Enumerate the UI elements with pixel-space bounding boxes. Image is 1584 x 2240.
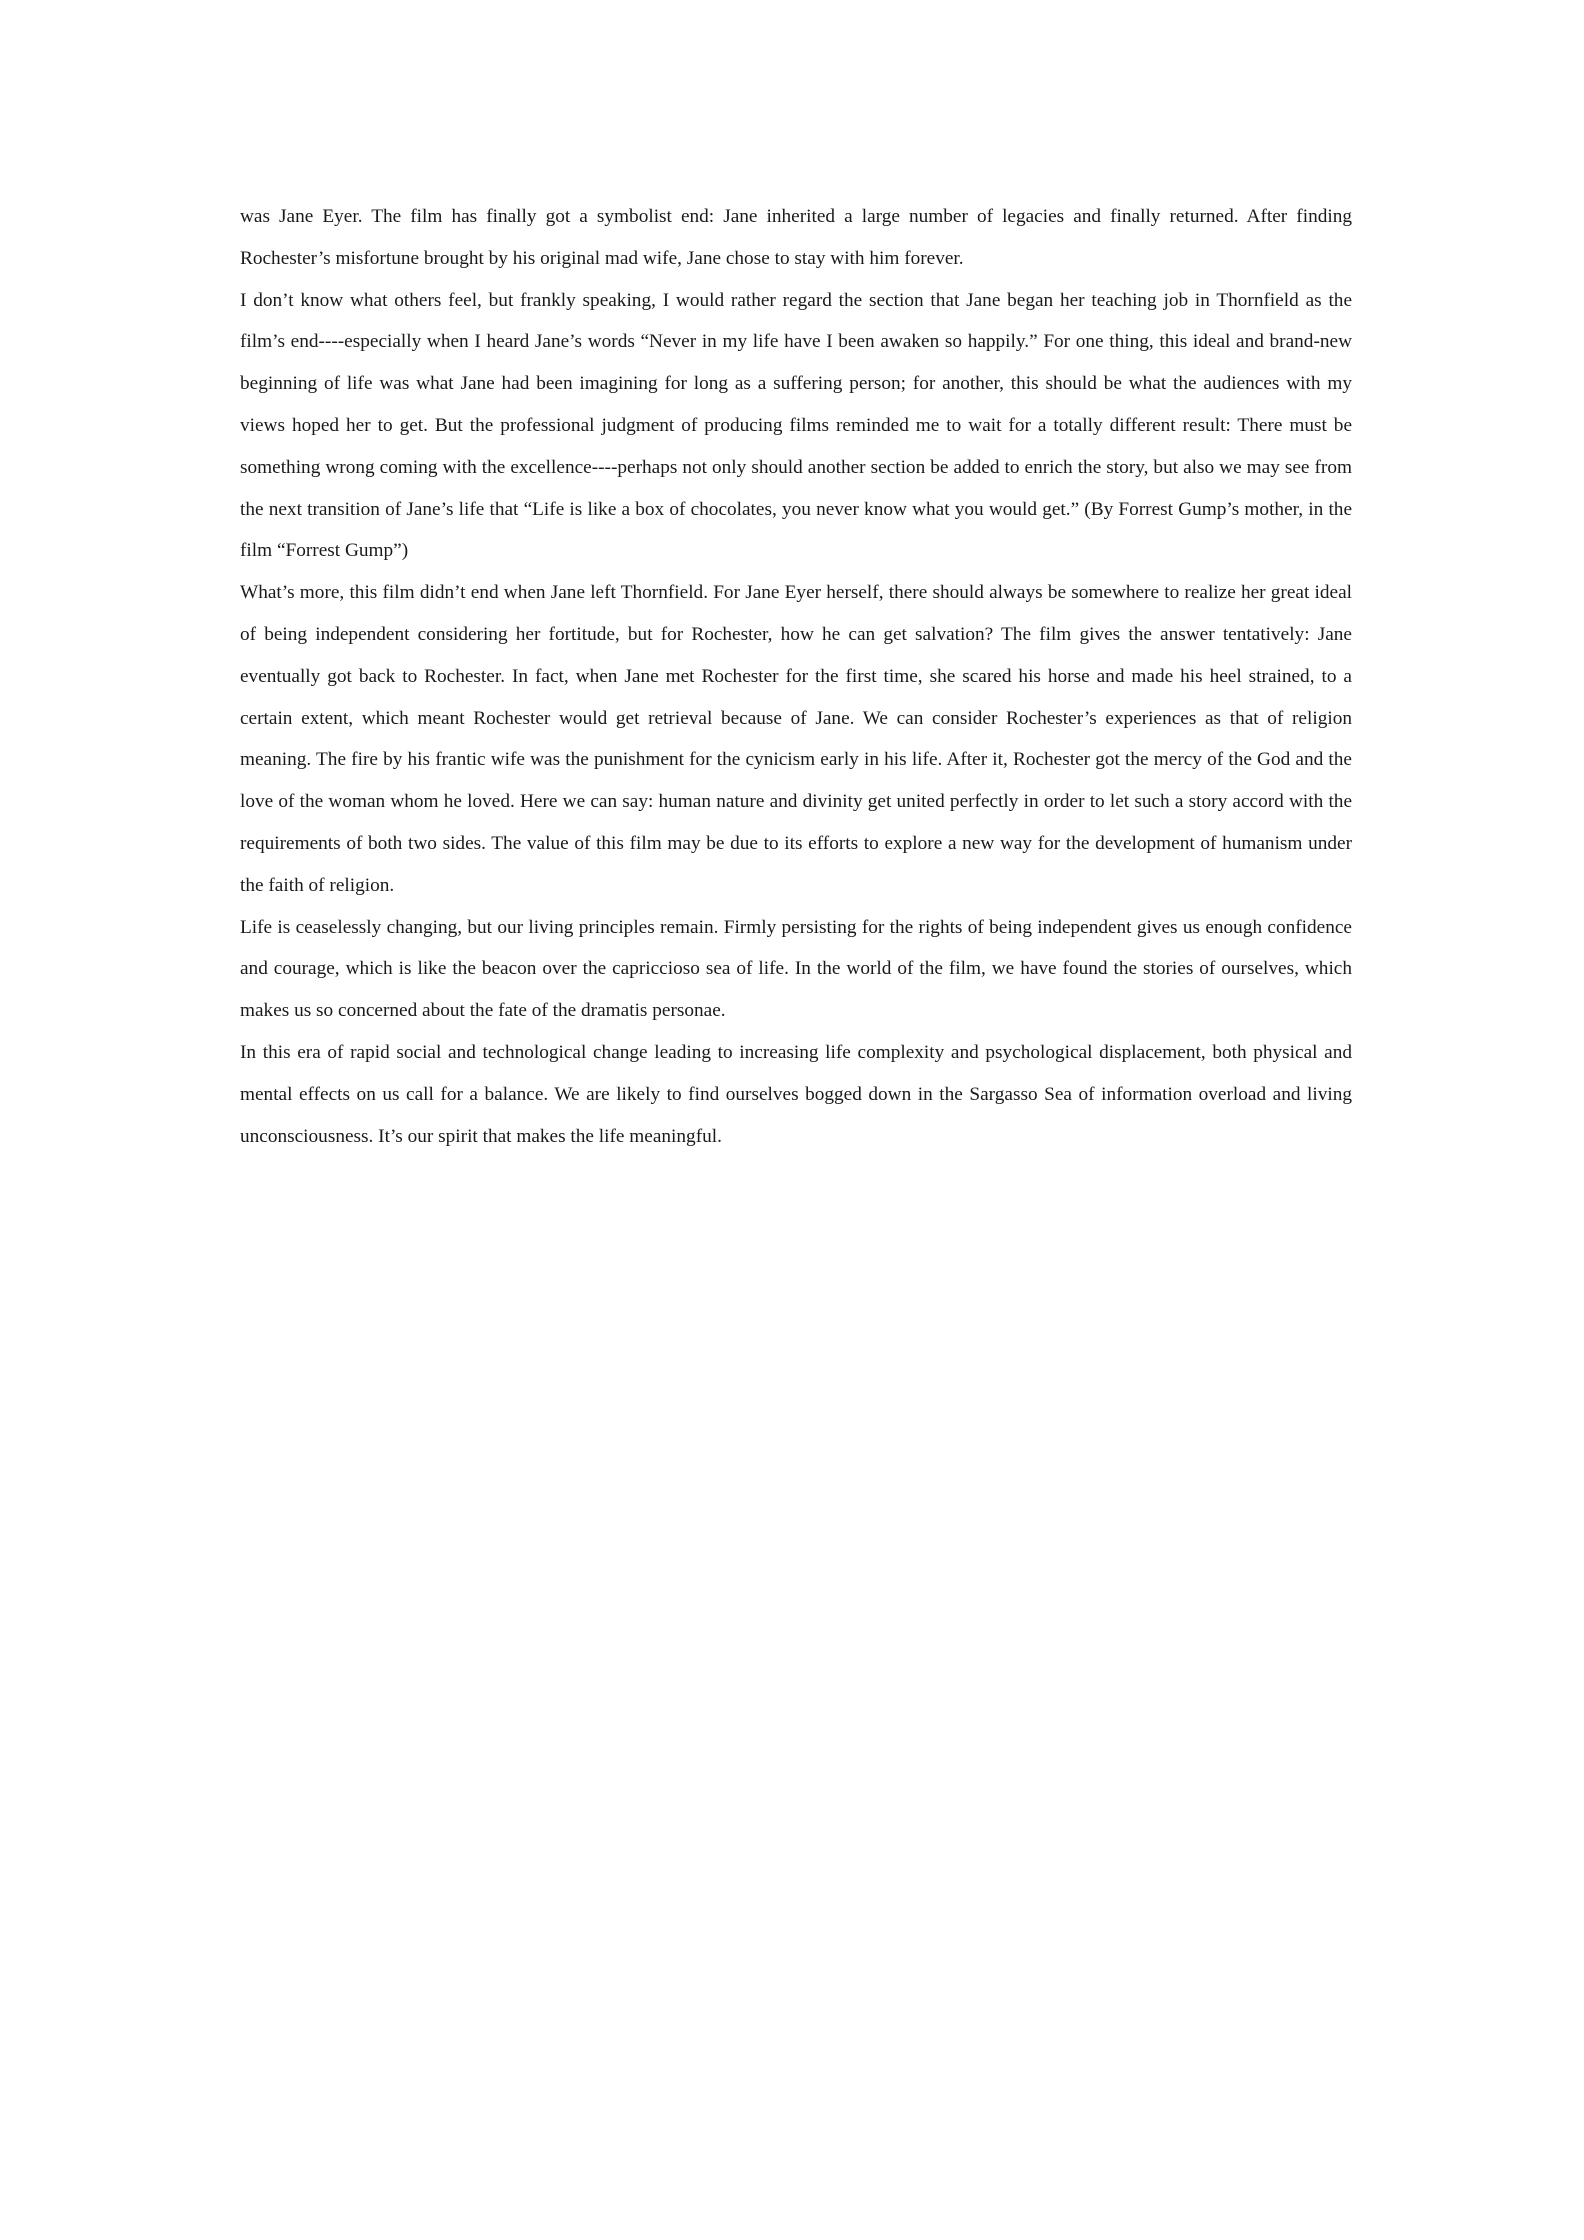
paragraph-1: was Jane Eyer. The film has finally got a symbolist end: Jane inherited a large number of legacies and finally returned. After finding Rochester’s misfortune brought by his original mad wife, Jane chose to stay with him forever. [240,206,1352,269]
paragraph-3: What’s more, this film didn’t end when Jane left Thornfield. For Jane Eyer herself, there should always be somewhere to realize her great ideal of being independent considering her fortitude, but for Rochester, how he can get salvation? The film gives the answer tentatively: Jane eventually got back to Rochester. In fact, when Jane met Rochester for the first time, she scared his horse and made his heel strained, to a certain extent, which meant Rochester would get retrieval because of Jane. We can consider Rochester’s experiences as that of religion meaning. The fire by his frantic wife was the punishment for the cynicism early in his life. After it, Rochester got the mercy of the God and the love of the woman whom he loved. Here we can say: human nature and divinity get united perfectly in order to let such a story accord with the requirements of both two sides. The value of this film may be due to its efforts to explore a new way for the development of humanism under the faith of religion. [240,582,1352,896]
paragraph-4: Life is ceaselessly changing, but our living principles remain. Firmly persisting for the rights of being independent gives us enough confidence and courage, which is like the beacon over the capriccioso sea of life. In the world of the film, we have found the stories of ourselves, which makes us so concerned about the fate of the dramatis personae. [240,916,1352,1022]
paragraph-5: In this era of rapid social and technological change leading to increasing life complexity and psychological displacement, both physical and mental effects on us call for a balance. We are likely to find ourselves bogged down in the Sargasso Sea of information overload and living unconsciousness. It’s our spirit that makes the life meaningful. [240,1041,1352,1147]
body-text [240,196,1352,1157]
paragraph-2: I don’t know what others feel, but frankly speaking, I would rather regard the section that Jane began her teaching job in Thornfield as the film’s end----especially when I heard Jane’s words “Never in my life have I been awaken so happily.” For one thing, this ideal and brand-new beginning of life was what Jane had been imagining for long as a suffering person; for another, this should be what the audiences with my views hoped her to get. But the professional judgment of producing films reminded me to wait for a totally different result: There must be something wrong coming with the excellence----perhaps not only should another section be added to enrich the story, but also we may see from the next transition of Jane’s life that “Life is like a box of chocolates, you never know what you would get.” (By Forrest Gump’s mother, in the film “Forrest Gump”) [240,289,1352,562]
